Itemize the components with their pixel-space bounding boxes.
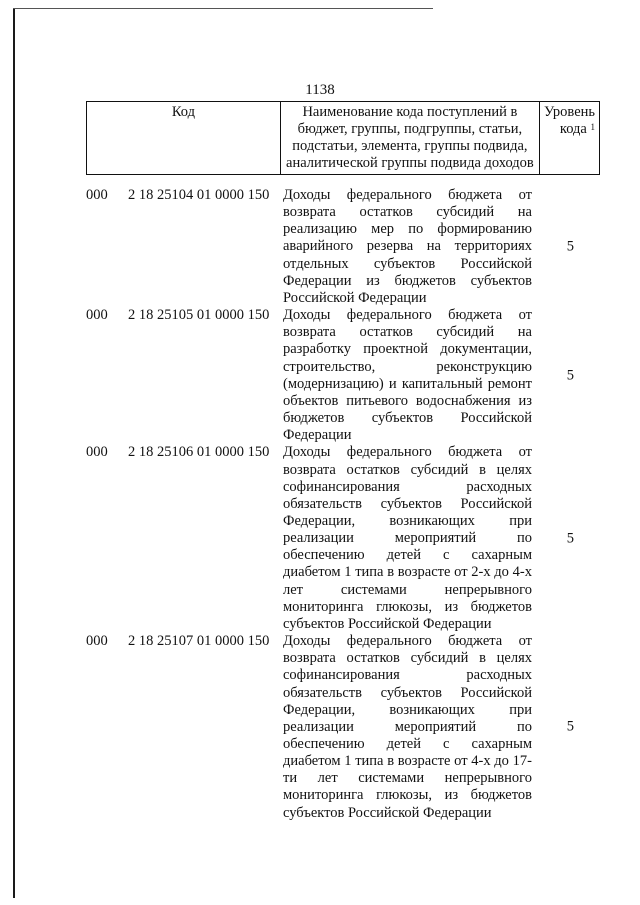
table-row — [86, 307, 600, 444]
page-number: 1138 — [305, 82, 335, 98]
code-level: 5 — [566, 530, 574, 547]
revenue-name: Доходы федерального бюджета от возврата остатков субсидий в целях софинансирования расходных обязательств субъектов Российской Федерации, возникающих при реализации мероприятий по обеспечению детей с сахарным диабетом 1 типа в возрасте от 4-х до 17-ти лет системами непрерывного мониторинга глюкозы, из бюджетов субъектов Российской Федерации — [283, 633, 532, 821]
admin-code: 000 — [86, 444, 108, 461]
header-name — [280, 102, 539, 175]
revenue-code: 2 18 25104 01 0000 150 — [128, 187, 270, 203]
table-body — [86, 187, 600, 822]
revenue-code: 2 18 25107 01 0000 150 — [128, 633, 270, 650]
table-row — [86, 633, 600, 822]
header-level-line2: кода — [559, 121, 587, 137]
revenue-name: Доходы федерального бюджета от возврата остатков субсидий в целях софинансирования расходных обязательств субъектов Российской Федерации, возникающих при реализации мероприятий по обеспечению детей с сахарным диабетом 1 типа в возрасте от 2-х до 4-х лет системами непрерывного мониторинга глюкозы, из бюджетов субъектов Российской Федерации — [283, 444, 532, 632]
table-row — [86, 444, 600, 633]
admin-code: 000 — [86, 633, 108, 650]
header-code: Код — [87, 102, 281, 175]
header-level-line1: Уровень — [543, 104, 595, 120]
header-name-line: аналитической группы подвида доходов — [286, 155, 534, 171]
code-level: 5 — [566, 718, 574, 735]
header-name-line: Наименование кода поступлений в — [302, 104, 518, 120]
header-level — [539, 102, 599, 175]
code-level: 5 — [566, 238, 574, 255]
admin-code: 000 — [86, 307, 108, 324]
scan-left-border — [13, 8, 15, 898]
revenue-name: Доходы федерального бюджета от возврата остатков субсидий на реализацию мер по формированию аварийного резерва на территориях отдельных субъектов Российской Федерации из бюджетов субъектов Российской Федерации — [283, 187, 532, 306]
table-row — [86, 187, 600, 307]
footnote-marker: 1 — [590, 122, 595, 132]
revenue-code: 2 18 25105 01 0000 150 — [128, 307, 270, 324]
revenue-code: 2 18 25106 01 0000 150 — [128, 444, 270, 461]
table-header — [86, 101, 600, 175]
header-name-line: подстатьи, элемента, группы подвида, — [292, 138, 528, 154]
scan-top-border — [13, 8, 433, 9]
header-name-line: бюджет, группы, подгруппы, статьи, — [297, 121, 523, 137]
revenue-name: Доходы федерального бюджета от возврата остатков субсидий на разработку проектной документации, строительство, реконструкцию (модернизацию) и капитальный ремонт объектов питьевого водоснабжения из бюджетов субъектов Российской Федерации — [283, 307, 532, 444]
code-level: 5 — [566, 367, 574, 384]
admin-code: 000 — [86, 187, 108, 203]
